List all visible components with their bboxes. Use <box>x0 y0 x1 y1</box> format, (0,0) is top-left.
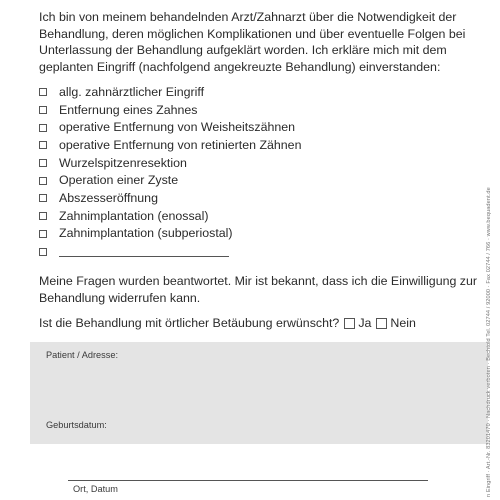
option-label: allg. zahnärztlicher Eingriff <box>59 84 205 99</box>
signature-line[interactable] <box>68 480 428 481</box>
treatment-option-implant-enossal[interactable] <box>39 207 301 225</box>
anesthesia-yes-checkbox[interactable] <box>344 318 355 329</box>
option-label: Abszesseröffnung <box>59 190 158 205</box>
treatment-option-extraction[interactable] <box>39 101 301 119</box>
place-date-label: Ort, Datum <box>73 484 118 494</box>
checkbox[interactable] <box>39 230 47 238</box>
anesthesia-no-label: Nein <box>390 316 416 330</box>
other-treatment-line[interactable] <box>59 245 229 257</box>
treatment-options-list <box>39 83 301 260</box>
treatment-option-other[interactable] <box>39 242 301 260</box>
anesthesia-no-checkbox[interactable] <box>376 318 387 329</box>
checkbox[interactable] <box>39 88 47 96</box>
checkbox[interactable] <box>39 212 47 220</box>
treatment-option-implant-subperiostal[interactable] <box>39 225 301 243</box>
option-label: Operation einer Zyste <box>59 173 179 188</box>
option-label: Zahnimplantation (subperiostal) <box>59 226 233 241</box>
checkbox[interactable] <box>39 141 47 149</box>
checkbox[interactable] <box>39 124 47 132</box>
option-label: Zahnimplantation (enossal) <box>59 208 209 223</box>
patient-info-box[interactable] <box>30 342 488 444</box>
anesthesia-yes-label: Ja <box>358 316 372 330</box>
checkbox[interactable] <box>39 194 47 202</box>
anesthesia-question-text: Ist die Behandlung mit örtlicher Betäubung erwünscht? <box>39 316 340 330</box>
checkbox[interactable] <box>39 177 47 185</box>
patient-address-label: Patient / Adresse: <box>46 350 119 360</box>
consent-intro-text: Ich bin von meinem behandelnden Arzt/Zahnarzt über die Notwendigkeit der Behandlung, deren möglichen Komplikationen und über eventuelle Folgen bei Unterlassung der Behandlung aufgeklärt worden. Ich erkläre mich mit dem geplanten Eingriff (nachfolgend angekreuzte Behandlung) einverstanden: <box>39 10 466 74</box>
treatment-option-wisdom-teeth[interactable] <box>39 118 301 136</box>
option-label: Entfernung eines Zahnes <box>59 102 198 117</box>
anesthesia-question <box>39 316 416 330</box>
checkbox[interactable] <box>39 106 47 114</box>
birthdate-label: Geburtsdatum: <box>46 420 107 430</box>
treatment-option-general[interactable] <box>39 83 301 101</box>
treatment-option-cyst[interactable] <box>39 171 301 189</box>
option-label: operative Entfernung von retinierten Zähnen <box>59 137 302 152</box>
publisher-imprint: n Eingriff · Art.-Nr. 83201470 · Nachdruck verboten · Bechtold Tel. 02744 / 92000 · Fax 02744 / 766 · www.bequadent.de <box>486 187 492 497</box>
treatment-option-retained-teeth[interactable] <box>39 136 301 154</box>
checkbox[interactable] <box>39 159 47 167</box>
option-label: operative Entfernung von Weisheitszähnen <box>59 120 296 135</box>
confirmation-text: Meine Fragen wurden beantwortet. Mir ist bekannt, dass ich die Einwilligung zur Behandlung widerrufen kann. <box>39 274 478 305</box>
option-label: Wurzelspitzenresektion <box>59 155 187 170</box>
treatment-option-abscess[interactable] <box>39 189 301 207</box>
treatment-option-apicoectomy[interactable] <box>39 154 301 172</box>
checkbox[interactable] <box>39 248 47 256</box>
